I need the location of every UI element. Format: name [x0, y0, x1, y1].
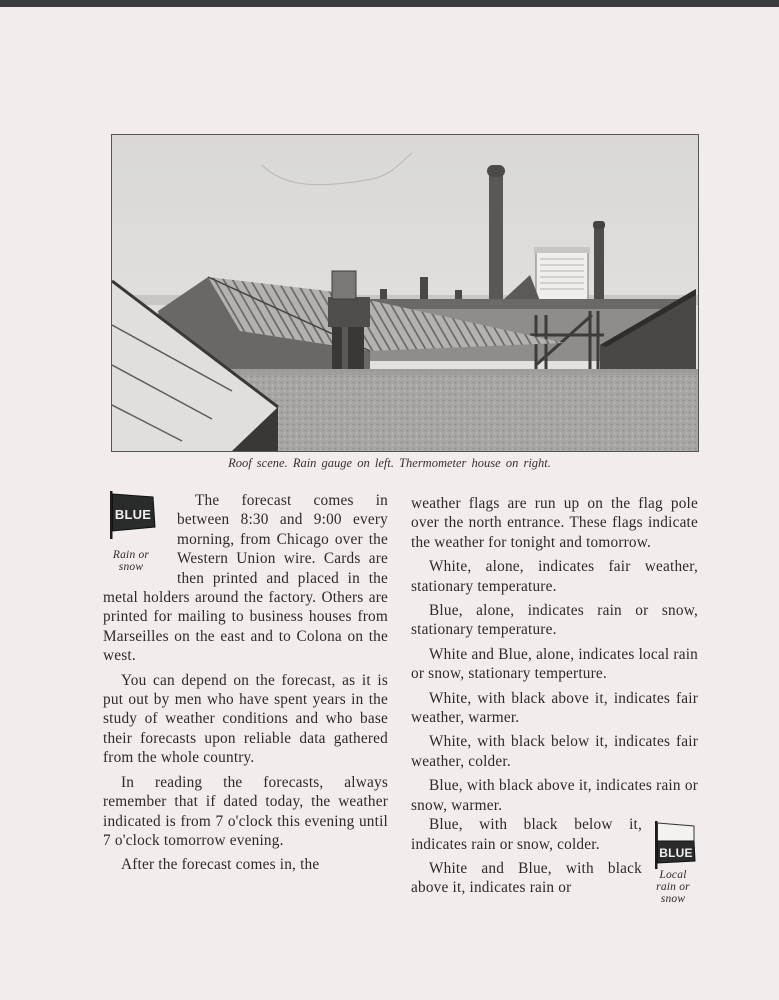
paragraph: White, with black above it, indicates fair weather, warmer.: [411, 689, 698, 727]
left-flag-caption-line1: Rain or: [112, 549, 150, 561]
paragraph: White and Blue, alone, indicates local rain or snow, stationary temperture.: [411, 645, 698, 683]
right-flag-caption-line2: rain or: [656, 881, 690, 894]
photo-caption: Roof scene. Rain gauge on left. Thermometer house on right.: [228, 456, 551, 470]
page-top-edge: [0, 0, 779, 7]
blue-flag-icon: [109, 491, 159, 539]
right-flag-caption: [648, 869, 698, 905]
paragraph: White, with black below it, indicates fair weather, colder.: [411, 733, 698, 770]
white-blue-flag-icon: [654, 821, 698, 869]
paragraph: After the forecast comes in, the: [121, 856, 320, 874]
right-flag-caption-line1: Local: [659, 869, 687, 882]
paragraph: Blue, with black above it, indicates rain or snow, warmer.: [411, 777, 698, 814]
left-flag-caption-line2: snow: [118, 561, 144, 573]
paragraph: weather flags are run up on the flag pole over the north entrance. These flags indicate the weather for tonight and tomorrow.: [411, 495, 698, 551]
paragraph: In reading the forecasts, always remember that if dated today, the weather indicated is from 7 o'clock this evening until 7 o'clock tomorrow evening.: [103, 773, 388, 849]
white-blue-flag-figure-right: [648, 821, 698, 907]
left-text-column: [103, 491, 388, 875]
left-flag-label: BLUE: [114, 507, 152, 522]
blue-flag-figure-left: [103, 491, 173, 581]
paragraph: You can depend on the forecast, as it is put out by men who have spent years in the study of weather conditions and who base their forecasts upon reliable data gathered from the whole country.: [103, 671, 388, 767]
left-flag-caption: [103, 549, 159, 573]
right-text-column: [411, 494, 698, 907]
roof-scene-photo: [111, 134, 699, 452]
paragraph: Blue, with black below it, indicates rain or snow, colder.: [411, 816, 642, 853]
paragraph: Blue, alone, indicates rain or snow, stationary temperature.: [411, 602, 698, 639]
paragraph: The forecast comes in between 8:30 and 9:00 every morning, from Chicago over the Western Union wire. Cards are then printed and placed in the metal holders around the factory. Others are printed for mailing to business houses from Marseilles on the east and to Colona on the west.: [103, 492, 388, 665]
paragraph: White and Blue, with black above it, indicates rain or: [411, 859, 642, 897]
right-flag-caption-line3: snow: [660, 893, 686, 906]
paragraph: White, alone, indicates fair weather, stationary temperature.: [411, 558, 698, 595]
right-flag-label: BLUE: [659, 846, 693, 861]
